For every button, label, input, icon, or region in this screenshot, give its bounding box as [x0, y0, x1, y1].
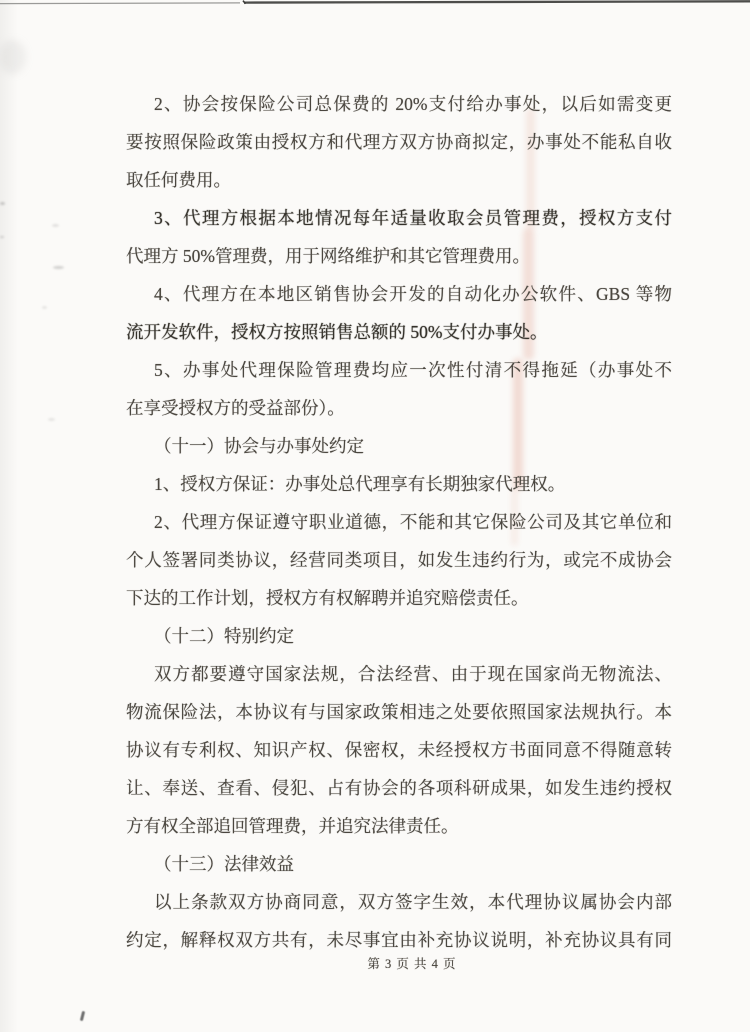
- text-line: 个人签署同类协议，经营同类项目，如发生违约行为，或完不成协会: [126, 550, 672, 570]
- page-footer: 第 3 页 共 4 页: [367, 957, 457, 971]
- heading-line: （十二）特别约定: [154, 626, 294, 646]
- text-line: 4、代理方在本地区销售协会开发的自动化办公软件、GBS 等物: [154, 284, 672, 304]
- heading-line: （十三）法律效益: [154, 854, 294, 874]
- scan-mark: [80, 1011, 85, 1021]
- text-line: 5、办事处代理保险管理费均应一次性付清不得拖延（办事处不: [154, 360, 672, 380]
- text-line: 让、奉送、查看、侵犯、占有协会的各项科研成果，如发生违约授权: [126, 778, 672, 798]
- text-line: 3、代理方根据本地情况每年适量收取会员管理费，授权方支付: [154, 208, 672, 228]
- text-line: 在享受授权方的受益部份）。: [126, 398, 345, 418]
- scan-smudge: [0, 236, 4, 238]
- text-line: 要按照保险政策由授权方和代理方双方协商拟定，办事处不能私自收: [126, 132, 672, 152]
- text-line: 以上条款双方协商同意，双方签字生效，本代理协议属协会内部: [154, 892, 672, 912]
- text-line: 下达的工作计划，授权方有权解聘并追究赔偿责任。: [126, 588, 529, 608]
- text-line: 2、代理方保证遵守职业道德，不能和其它保险公司及其它单位和: [154, 512, 672, 532]
- scan-smudge: [0, 202, 5, 205]
- heading-line: （十一）协会与办事处约定: [154, 436, 364, 456]
- scan-smudge: [0, 40, 26, 74]
- document-body: [126, 85, 672, 959]
- text-line: 协议有专利权、知识产权、保密权，未经授权方书面同意不得随意转: [126, 740, 672, 760]
- text-line: 代理方 50%管理费，用于网络维护和其它管理费用。: [126, 246, 530, 266]
- text-line: 约定，解释权双方共有，未尽事宜由补充协议说明，补充协议具有同: [126, 930, 672, 950]
- text-line: 2、协会按保险公司总保费的 20%支付给办事处，以后如需变更: [154, 94, 672, 114]
- text-line: 物流保险法，本协议有与国家政策相违之处要依照国家法规执行。本: [126, 702, 672, 722]
- scan-smudge: [42, 306, 47, 309]
- scan-smudge: [48, 418, 55, 421]
- scan-smudge: [52, 224, 59, 227]
- text-line: 取任何费用。: [126, 170, 231, 190]
- scan-edge-artifact: [0, 0, 750, 8]
- scan-smudge: [53, 266, 64, 269]
- text-line: 方有权全部追回管理费，并追究法律责任。: [126, 816, 459, 836]
- text-line: 流开发软件，授权方按照销售总额的 50%支付办事处。: [126, 322, 548, 342]
- text-line: 双方都要遵守国家法规，合法经营、由于现在国家尚无物流法、: [154, 664, 672, 684]
- text-line: 1、授权方保证：办事处总代理享有长期独家代理权。: [154, 474, 566, 494]
